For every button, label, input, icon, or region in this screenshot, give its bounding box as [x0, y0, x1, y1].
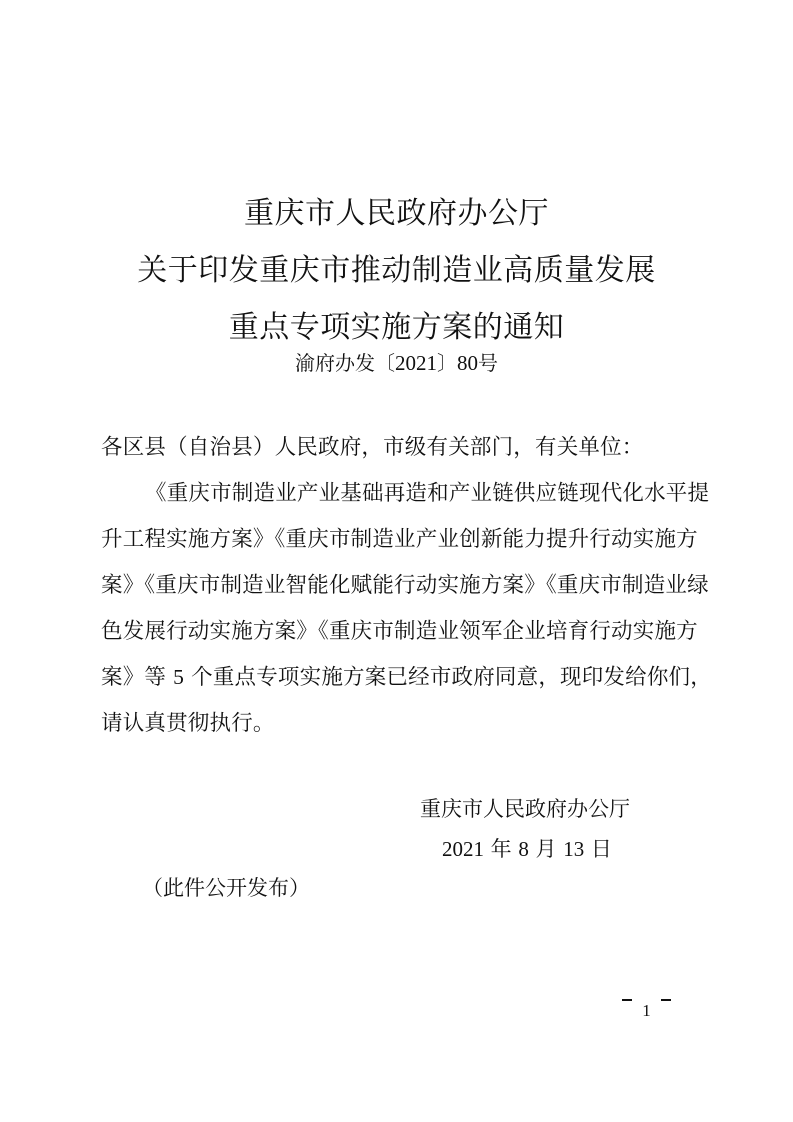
date-year: 2021	[442, 837, 484, 861]
doc-number-prefix: 渝府办发〔	[295, 351, 395, 375]
document-number	[0, 347, 793, 376]
date-month-unit: 月	[528, 837, 564, 861]
page-dash-right	[661, 999, 671, 1001]
title-line-3: 重点专项实施方案的通知	[228, 310, 565, 345]
page-number-value: 1	[642, 1001, 651, 1020]
body-line-2: 升工程实施方案》《重庆市制造业产业创新能力提升行动实施方	[101, 527, 698, 552]
signature-date	[442, 833, 612, 863]
addressee: 各区县（自治县）人民政府，市级有关部门，有关单位：	[101, 435, 644, 460]
body-line-1: 《重庆市制造业产业基础再造和产业链供应链现代化水平提	[145, 481, 710, 506]
title-line-2: 关于印发重庆市推动制造业高质量发展	[137, 253, 656, 288]
doc-number-suffix: 号	[478, 351, 498, 375]
body-line-3: 案》《重庆市制造业智能化赋能行动实施方案》《重庆市制造业绿	[101, 573, 709, 598]
page-dash-left	[622, 999, 632, 1001]
body-line-5-before: 案》等	[101, 665, 174, 690]
title-line-1: 重庆市人民政府办公厅	[244, 196, 549, 231]
date-day-unit: 日	[584, 837, 612, 861]
body-line-5	[101, 660, 712, 691]
doc-number-value: 80	[457, 351, 478, 375]
doc-number-mid: 〕	[437, 351, 457, 375]
signature-org: 重庆市人民政府办公厅	[420, 797, 630, 821]
page-number	[622, 995, 671, 1020]
body-line-4: 色发展行动实施方案》《重庆市制造业领军企业培育行动实施方	[101, 619, 698, 644]
date-day: 13	[563, 837, 585, 861]
date-year-unit: 年	[484, 837, 519, 861]
doc-number-year: 2021	[395, 351, 437, 375]
plan-count: 5	[173, 665, 185, 689]
publication-note: （此件公开发布）	[142, 876, 310, 900]
body-line-5-after: 个重点专项实施方案已经市政府同意，现印发给你们，	[184, 665, 712, 690]
date-month: 8	[518, 837, 529, 861]
body-line-6: 请认真贯彻执行。	[101, 711, 275, 736]
